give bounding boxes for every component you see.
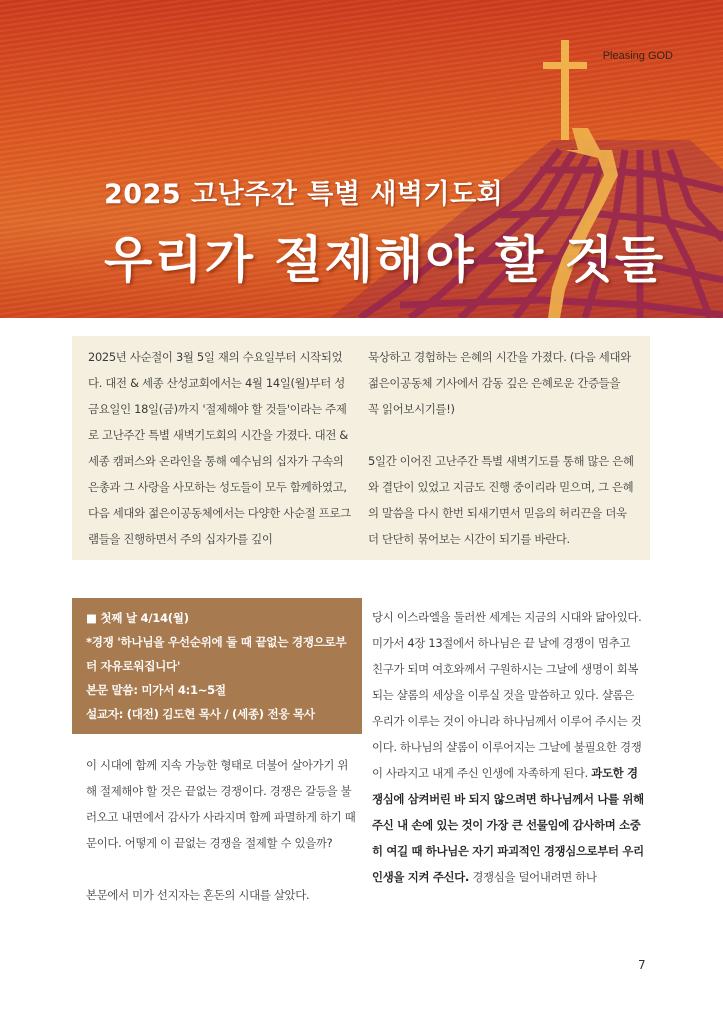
section-tag: Pleasing GOD xyxy=(602,50,673,62)
body-left-column xyxy=(86,752,356,908)
body-paragraph: 이 시대에 함께 지속 가능한 형태로 더불어 살아가기 위해 절제해야 할 것은 끝없는 경쟁이다. 경쟁은 갈등을 불러오고 내면에서 감사가 사라지며 함께 파멸하게 하기 때문이다. 어떻게 이 끝없는 경쟁을 절제할 수 있을까? xyxy=(86,758,356,850)
body-right-column xyxy=(372,604,644,890)
intro-paragraph: 묵상하고 경험하는 은혜의 시간을 가졌다. (다음 세대와 젊은이공동체 기사에서 감동 깊은 은혜로운 간증들을 꼭 읽어보시기를!) xyxy=(368,350,631,416)
page-title: 우리가 절제해야 할 것들 xyxy=(104,231,666,289)
body-emphasis: 과도한 경쟁심에 삼켜버린 바 되지 않으려면 하나님께서 나를 위해 주신 내 손에 있는 것이 가장 큰 선물임에 감사하며 소중히 여길 때 하나님은 자기 파괴적인 경쟁심으로부터 우리 인생을 지켜 주신다. xyxy=(372,766,644,884)
body-paragraph xyxy=(372,604,644,890)
page-number: 7 xyxy=(638,958,646,972)
body-paragraph: 본문에서 미가 선지자는 혼돈의 시대를 살았다. xyxy=(86,888,310,902)
day-scripture: 본문 말씀: 미가서 4:1~5절 xyxy=(86,683,226,697)
body-text: 당시 이스라엘을 둘러싼 세계는 지금의 시대와 닮아있다. 미가서 4장 13절에서 하나님은 끝 날에 경쟁이 멈추고 친구가 되며 여호와께서 구원하시는 그날에 생명이 회복되는 샬롬의 세상을 이루실 것을 말씀하고 있다. 샬롬은 우리가 이루는 것이 아니라 하나님께서 이루어 주시는 것이다. 하나님의 샬롬이 이루어지는 그날에 불필요한 경쟁이 사라지고 내게 주신 인생에 자족하게 된다. xyxy=(372,610,642,780)
intro-box xyxy=(72,336,650,560)
page-subtitle: 2025 고난주간 특별 새벽기도회 xyxy=(104,179,504,210)
day-one-summary-box xyxy=(72,598,362,734)
day-preachers: 설교자: (대전) 김도현 목사 / (세종) 전웅 목사 xyxy=(86,707,315,721)
intro-left-column xyxy=(88,344,354,560)
day-theme: *경쟁 '하나님을 우선순위에 둘 때 끝없는 경쟁으로부터 자유로워집니다' xyxy=(86,635,347,673)
header-banner xyxy=(0,0,723,318)
intro-paragraph: 5일간 이어진 고난주간 특별 새벽기도를 통해 많은 은혜와 결단이 있었고 지금도 진행 중이리라 믿으며, 그 은혜의 말씀을 다시 한번 되새기면서 믿음의 허리끈을 더욱더 단단히 묶어보는 시간이 되기를 바란다. xyxy=(368,454,634,546)
intro-right-column xyxy=(368,344,634,560)
day-heading: ■ 첫째 날 4/14(월) xyxy=(86,611,189,625)
intro-paragraph: 2025년 사순절이 3월 5일 재의 수요일부터 시작되었다. 대전 & 세종 산성교회에서는 4월 14일(월)부터 성금요일인 18일(금)까지 '절제해야 할 것들'이라는 주제로 고난주간 특별 새벽기도회의 시간을 가졌다. 대전 & 세종 캠퍼스와 온라인을 통해 예수님의 십자가 구속의 은총과 그 사랑을 사모하는 성도들이 모두 함께하였고, 다음 세대와 젊은이공동체에서는 다양한 사순절 프로그램들을 진행하면서 주의 십자가를 깊이 xyxy=(88,350,351,546)
body-text: 경쟁심을 덜어내려면 하나 xyxy=(472,870,597,884)
